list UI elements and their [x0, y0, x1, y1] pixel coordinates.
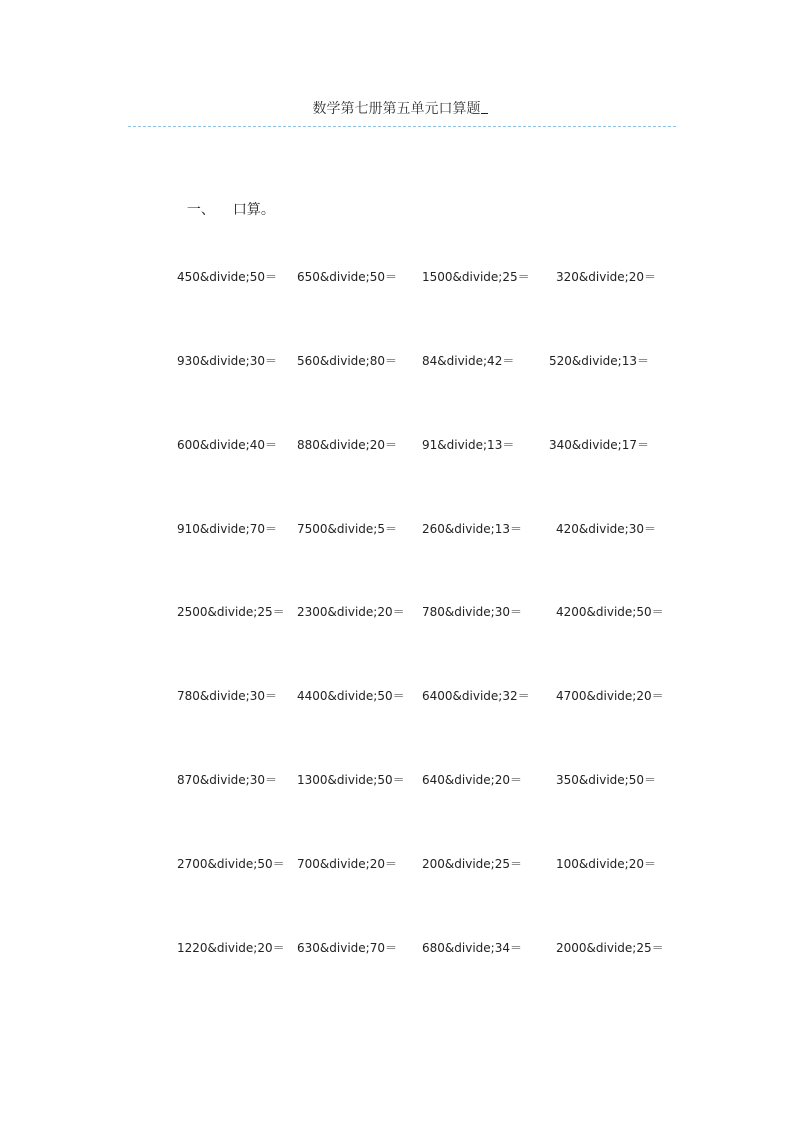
problem-item: 1300&divide;50＝ [297, 773, 405, 787]
problem-item: 1500&divide;25＝ [422, 270, 530, 284]
problem-item: 930&divide;30＝ [177, 354, 277, 368]
problem-item: 520&divide;13＝ [549, 354, 649, 368]
problem-item: 4200&divide;50＝ [556, 605, 664, 619]
problem-item: 640&divide;20＝ [422, 773, 522, 787]
problem-item: 84&divide;42＝ [422, 354, 515, 368]
problem-item: 6400&divide;32＝ [422, 689, 530, 703]
problem-item: 680&divide;34＝ [422, 941, 522, 955]
section-label: 口算。 [232, 202, 275, 218]
problem-item: 4400&divide;50＝ [297, 689, 405, 703]
problem-item: 2300&divide;20＝ [297, 605, 405, 619]
problem-item: 2000&divide;25＝ [556, 941, 664, 955]
section-number: 一、 [186, 202, 215, 218]
problem-item: 650&divide;50＝ [297, 270, 397, 284]
problem-item: 910&divide;70＝ [177, 522, 277, 536]
problem-item: 350&divide;50＝ [556, 773, 656, 787]
problem-item: 260&divide;13＝ [422, 522, 522, 536]
problem-item: 780&divide;30＝ [422, 605, 522, 619]
page-title [0, 98, 800, 118]
problem-item: 320&divide;20＝ [556, 270, 656, 284]
text-cursor [481, 101, 488, 114]
page-title-text: 数学第七册第五单元口算题 [312, 101, 481, 117]
problem-item: 780&divide;30＝ [177, 689, 277, 703]
problem-item: 420&divide;30＝ [556, 522, 656, 536]
problem-item: 870&divide;30＝ [177, 773, 277, 787]
problem-item: 7500&divide;5＝ [297, 522, 397, 536]
section-heading [178, 183, 275, 219]
problem-item: 100&divide;20＝ [556, 857, 656, 871]
problem-item: 700&divide;20＝ [297, 857, 397, 871]
problem-item: 4700&divide;20＝ [556, 689, 664, 703]
header-dashed-rule [128, 126, 676, 127]
problem-item: 340&divide;17＝ [549, 438, 649, 452]
problem-item: 560&divide;80＝ [297, 354, 397, 368]
problem-item: 880&divide;20＝ [297, 438, 397, 452]
problem-item: 450&divide;50＝ [177, 270, 277, 284]
problem-item: 630&divide;70＝ [297, 941, 397, 955]
problem-item: 2500&divide;25＝ [177, 605, 285, 619]
problem-item: 600&divide;40＝ [177, 438, 277, 452]
problem-item: 1220&divide;20＝ [177, 941, 285, 955]
problem-item: 200&divide;25＝ [422, 857, 522, 871]
problem-item: 91&divide;13＝ [422, 438, 515, 452]
problem-item: 2700&divide;50＝ [177, 857, 285, 871]
